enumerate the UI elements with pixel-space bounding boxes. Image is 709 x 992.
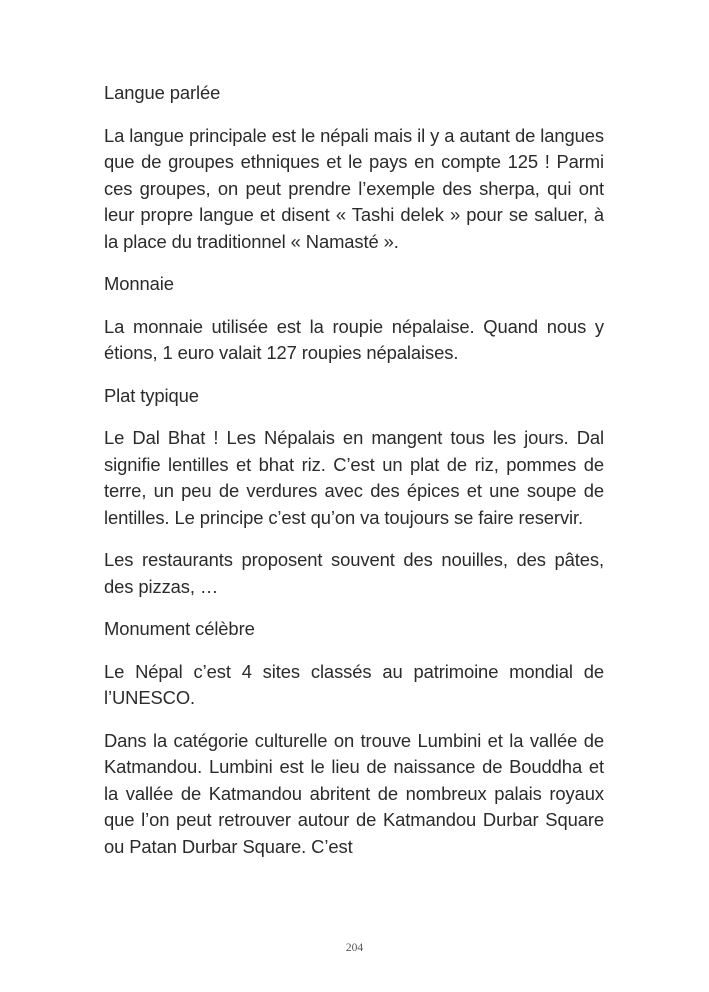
paragraph-monnaie: La monnaie utilisée est la roupie népalaise. Quand nous y étions, 1 euro valait 127 roupies népalaises. (104, 315, 604, 363)
section-heading-monnaie: Monnaie (104, 273, 174, 294)
paragraph-restaurants: Les restaurants proposent souvent des nouilles, des pâtes, des pizzas, … (104, 549, 604, 597)
page-number: 204 (345, 942, 364, 954)
section-heading-langue: Langue parlée (104, 82, 221, 103)
paragraph-plat: Le Dal Bhat ! Les Népalais en mangent tous les jours. Dal signifie lentilles et bhat riz. C’est un plat de riz, pommes de terre, un peu de verdures avec des épices et une soupe de lentilles. Le principe c’est qu’on va toujours se faire reservir. (104, 427, 604, 528)
section-heading-monument: Monument célèbre (104, 618, 255, 639)
paragraph-culturelle: Dans la catégorie culturelle on trouve Lumbini et la vallée de Katmandou. Lumbini est le lieu de naissance de Bouddha et la vallée de Katmandou abritent de nombreux palais royaux que l’on peut retrouver autour de Katmandou Durbar Square ou Patan Durbar Square. C’est (104, 729, 604, 857)
section-heading-plat: Plat typique (104, 384, 199, 406)
paragraph-langue: La langue principale est le népali mais il y a autant de langues que de groupes ethniques et le pays en compte 125 ! Parmi ces groupes, on peut prendre l’exemple des sherpa, qui ont leur propre langue et disent « Tashi delek » pour se saluer, à la place du traditionnel « Namasté ». (104, 124, 604, 252)
paragraph-unesco: Le Népal c’est 4 sites classés au patrimoine mondial de l’UNESCO. (104, 660, 604, 708)
page-content (104, 80, 604, 876)
